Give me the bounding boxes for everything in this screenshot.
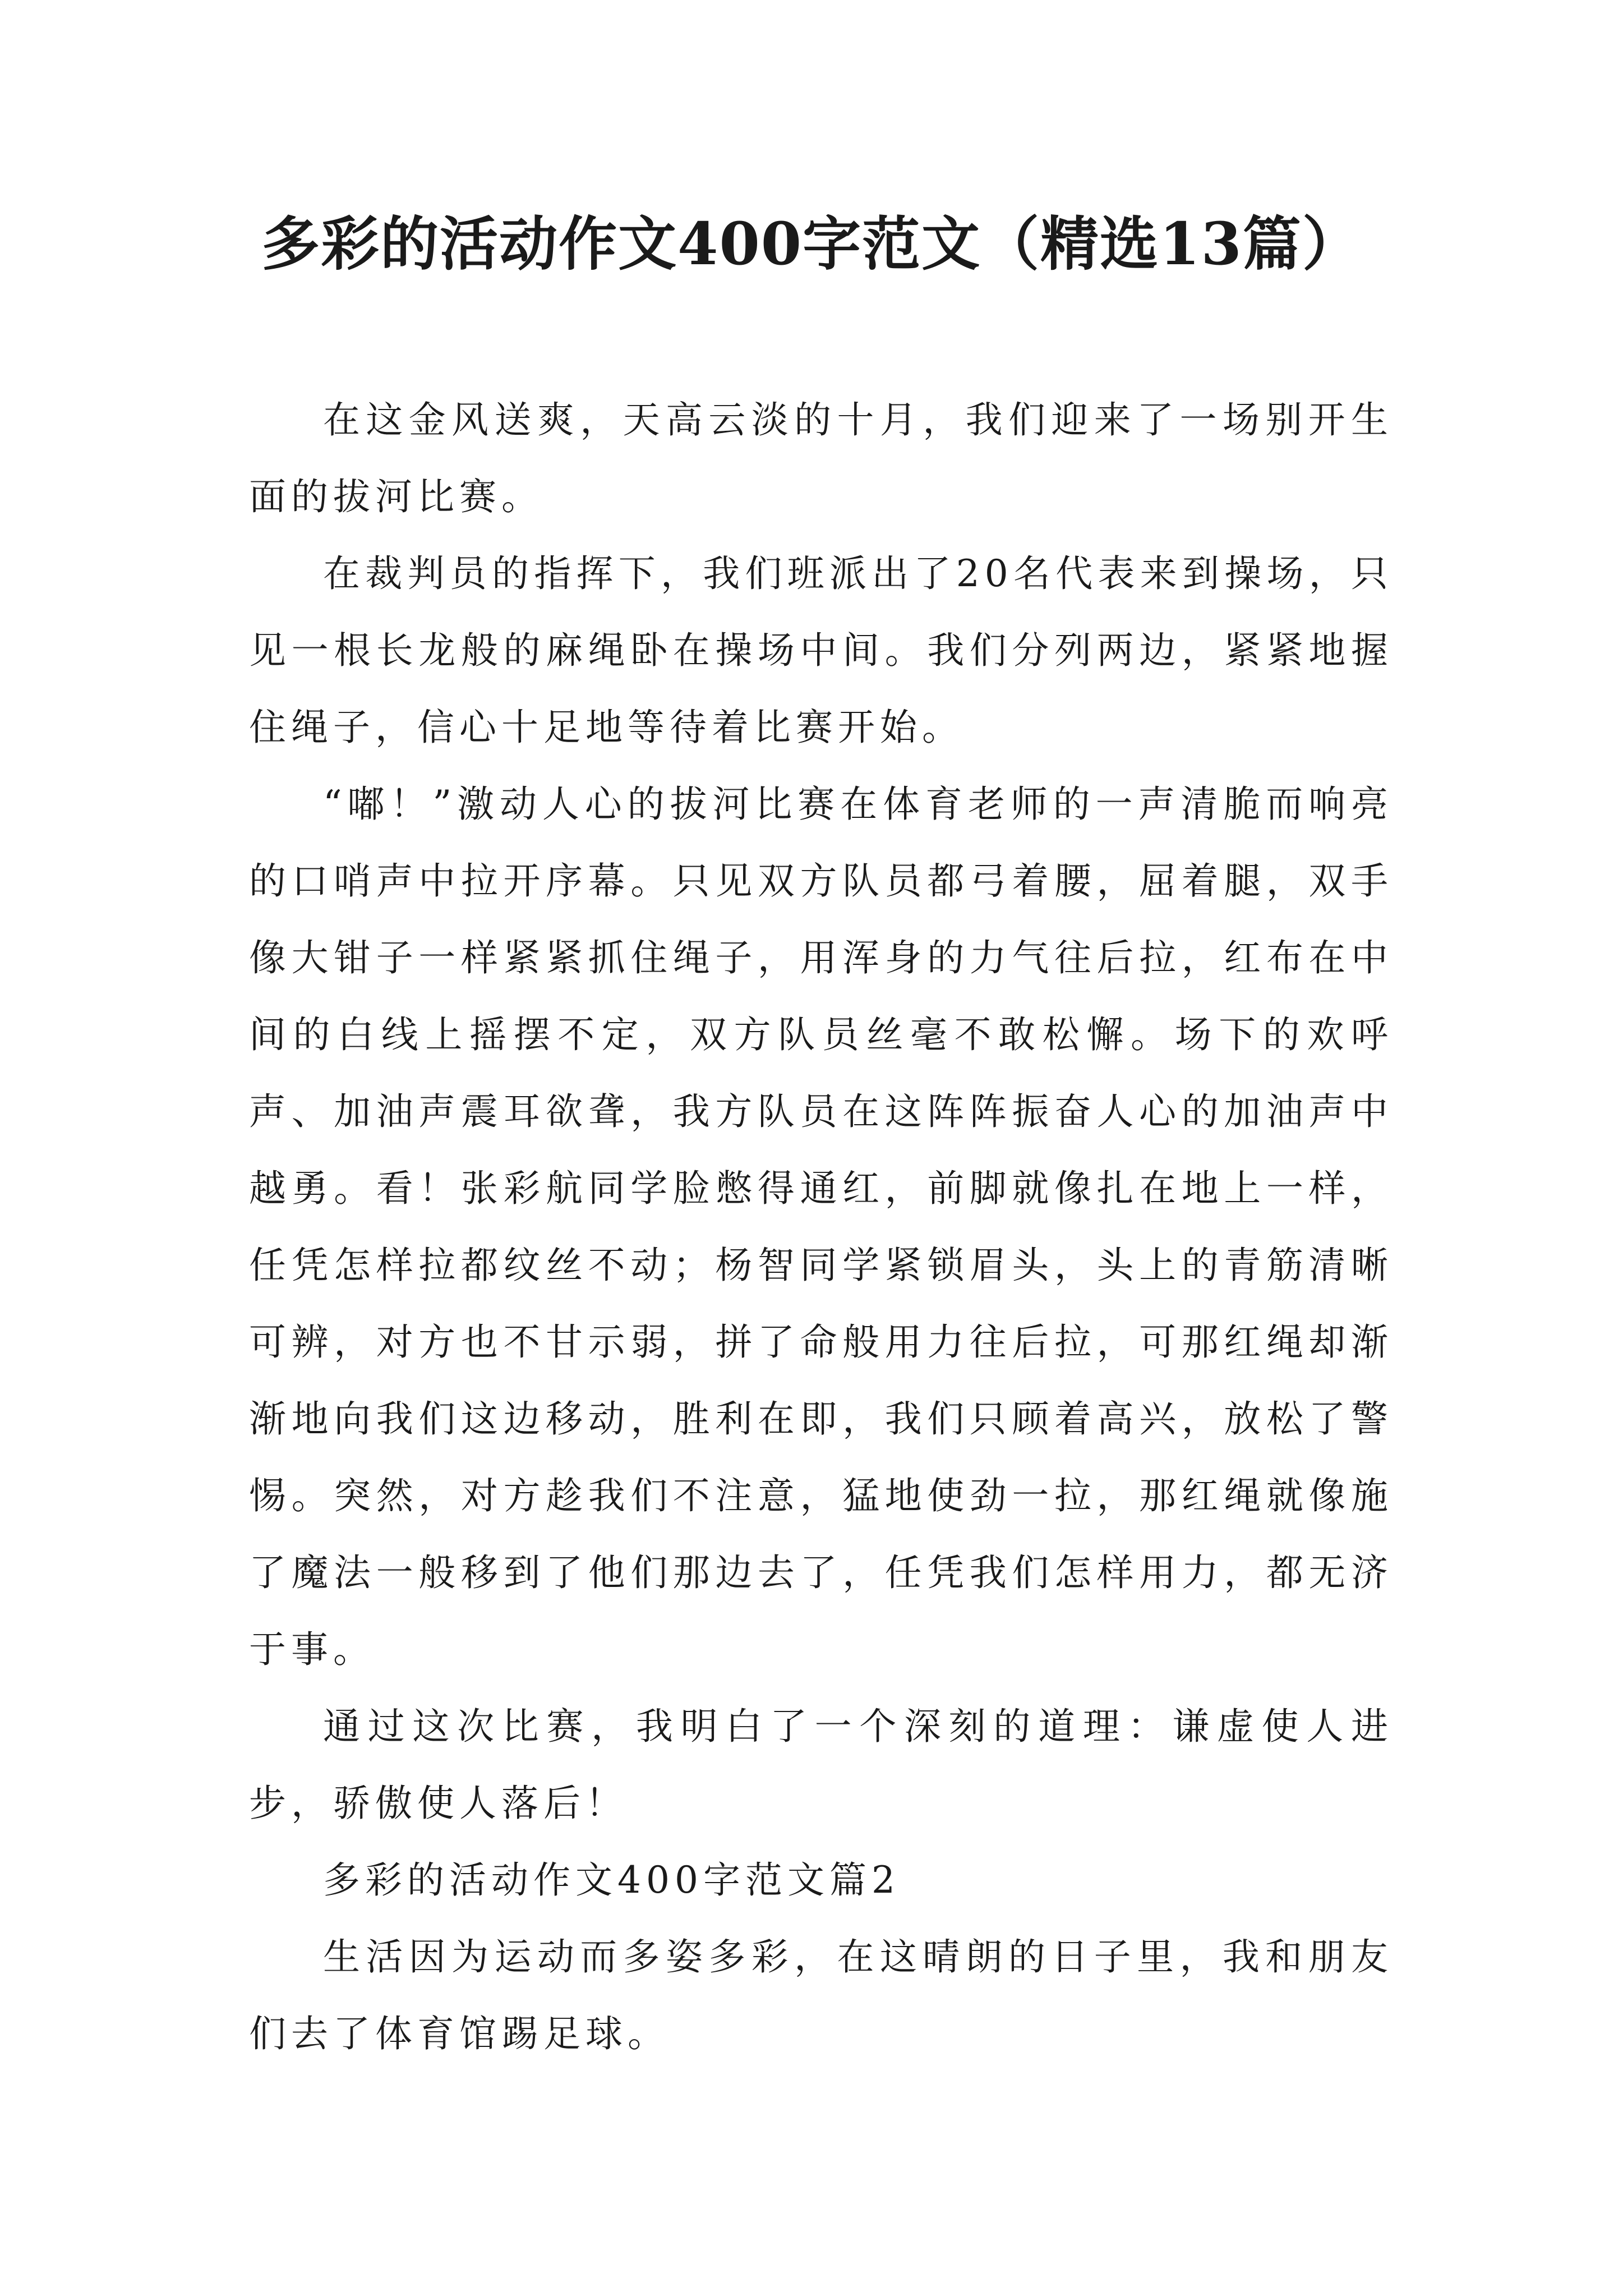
- paragraph-4: 通过这次比赛，我明白了一个深刻的道理：谦虚使人进步，骄傲使人落后！: [249, 1705, 1393, 1825]
- paragraph-2: 在裁判员的指挥下，我们班派出了20名代表来到操场，只见一根长龙般的麻绳卧在操场中间。我们分列两边，紧紧地握住绳子，信心十足地等待着比赛开始。: [249, 552, 1393, 749]
- paragraph-3: “嘟！”激动人心的拔河比赛在体育老师的一声清脆而响亮的口哨声中拉开序幕。只见双方队员都弓着腰，屈着腿，双手像大钳子一样紧紧抓住绳子，用浑身的力气往后拉，红布在中间的白线上摇摆不定，双方队员丝毫不敢松懈。场下的欢呼声、加油声震耳欲聋，我方队员在这阵阵振奋人心的加油声中越勇。看！张彩航同学脸憋得通红，前脚就像扎在地上一样，任凭怎样拉都纹丝不动；杨智同学紧锁眉头，头上的青筋清晰可辨，对方也不甘示弱，拼了命般用力往后拉，可那红绳却渐渐地向我们这边移动，胜利在即，我们只顾着高兴，放松了警惕。突然，对方趁我们不注意，猛地使劲一拉，那红绳就像施了魔法一般移到了他们那边去了，任凭我们怎样用力，都无济于事。: [249, 783, 1393, 1671]
- section-heading-2: 多彩的活动作文400字范文篇2: [323, 1858, 900, 1902]
- document-body: [249, 381, 1393, 2072]
- paragraph-1: 在这金风送爽，天高云淡的十月，我们迎来了一场别开生面的拔河比赛。: [249, 398, 1393, 518]
- paragraph-5: 生活因为运动而多姿多彩，在这晴朗的日子里，我和朋友们去了体育馆踢足球。: [249, 1935, 1393, 2055]
- document-title: 多彩的活动作文400字范文（精选13篇）: [261, 209, 1362, 278]
